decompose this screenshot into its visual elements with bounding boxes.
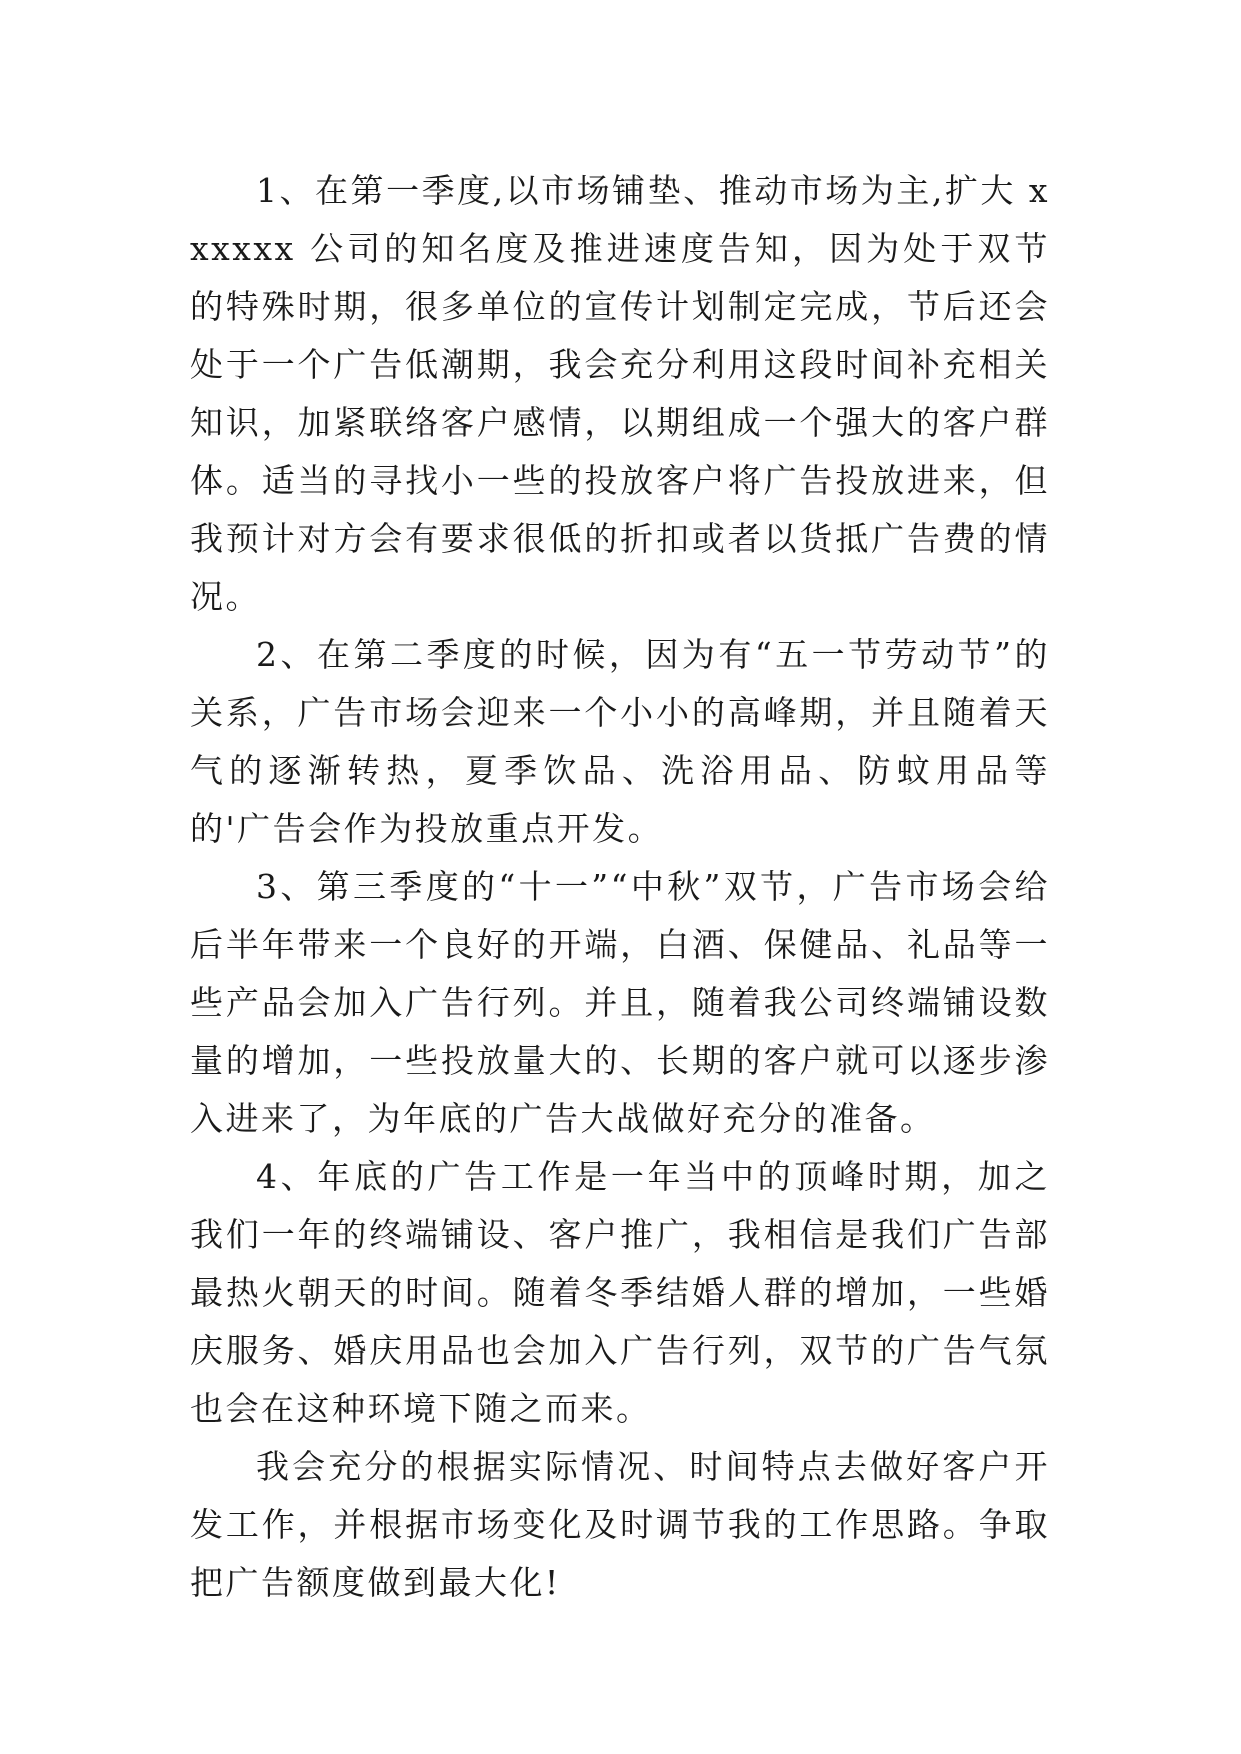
paragraph-q1: 1、在第一季度,以市场铺垫、推动市场为主,扩大 xxxxxx 公司的知名度及推进速度告知，因为处于双节的特殊时期，很多单位的宣传计划制定完成，节后还会处于一个广告低潮期，我会充分利用这段时间补充相关知识，加紧联络客户感情，以期组成一个强大的客户群体。适当的寻找小一些的投放客户将广告投放进来，但我预计对方会有要求很低的折扣或者以货抵广告费的情况。 <box>190 171 1050 616</box>
paragraph-q3: 3、第三季度的“十一”“中秋”双节，广告市场会给后半年带来一个良好的开端，白酒、保健品、礼品等一些产品会加入广告行列。并且，随着我公司终端铺设数量的增加，一些投放量大的、长期的客户就可以逐步渗入进来了，为年底的广告大战做好充分的准备。 <box>190 867 1050 1138</box>
paragraph-q4: 4、年底的广告工作是一年当中的顶峰时期，加之我们一年的终端铺设、客户推广，我相信是我们广告部最热火朝天的时间。随着冬季结婚人群的增加，一些婚庆服务、婚庆用品也会加入广告行列，双节的广告气氛也会在这种环境下随之而来。 <box>190 1157 1050 1428</box>
document-body <box>190 162 1050 1612</box>
paragraph-conclusion: 我会充分的根据实际情况、时间特点去做好客户开发工作，并根据市场变化及时调节我的工作思路。争取把广告额度做到最大化! <box>190 1447 1050 1602</box>
paragraph-q2: 2、在第二季度的时候，因为有“五一节劳动节”的关系，广告市场会迎来一个小小的高峰期，并且随着天气的逐渐转热，夏季饮品、洗浴用品、防蚊用品等的'广告会作为投放重点开发。 <box>190 635 1050 848</box>
